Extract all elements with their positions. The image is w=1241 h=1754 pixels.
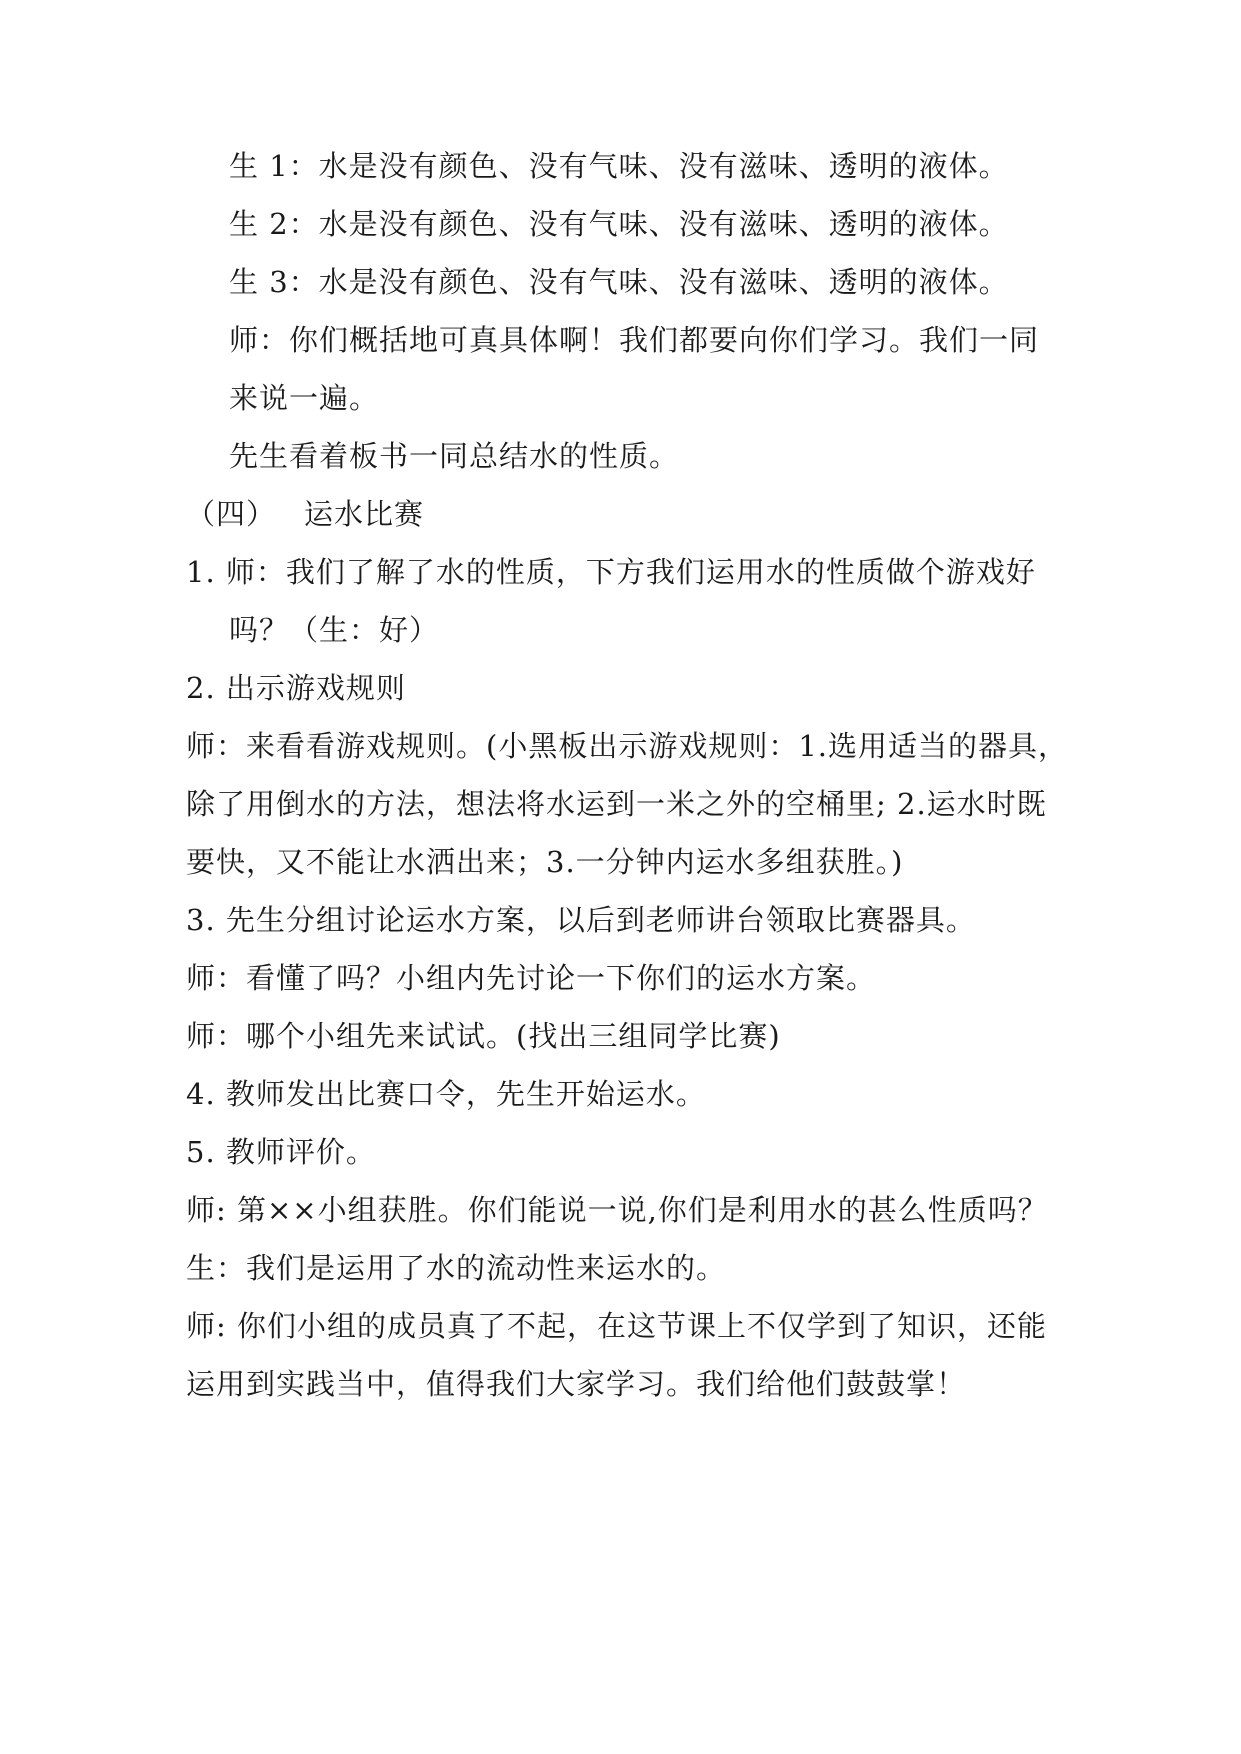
section-title: 运水比赛 <box>304 497 425 531</box>
section-heading <box>186 496 424 532</box>
teacher-evaluation: 师: 第××小组获胜。你们能说一说,你们是利用水的甚么性质吗？ <box>186 1193 1048 1227</box>
summary-line: 先生看着板书一同总结水的性质。 <box>229 439 680 473</box>
step-5: 5. 教师评价。 <box>186 1135 376 1169</box>
game-rules-line-3: 要快，又不能让水洒出来；3.一分钟内运水多组获胜。) <box>186 845 904 879</box>
teacher-remark: 师：你们概括地可真具体啊！我们都要向你们学习。我们一同 <box>229 323 1040 357</box>
game-rules-line-1: 师：来看看游戏规则。(小黑板出示游戏规则：1.选用适当的器具， <box>186 729 1068 763</box>
teacher-invite: 师：哪个小组先来试试。(找出三组同学比赛) <box>186 1019 781 1053</box>
step-3: 3. 先生分组讨论运水方案，以后到老师讲台领取比赛器具。 <box>186 903 976 937</box>
section-number: （四） <box>186 497 277 531</box>
student-response: 生：我们是运用了水的流动性来运水的。 <box>186 1251 727 1285</box>
student-1-answer: 生 1：水是没有颜色、没有气味、没有滋味、透明的液体。 <box>229 149 1009 183</box>
teacher-praise-continued: 运用到实践当中，值得我们大家学习。我们给他们鼓鼓掌！ <box>186 1367 967 1401</box>
student-3-answer: 生 3：水是没有颜色、没有气味、没有滋味、透明的液体。 <box>229 265 1009 299</box>
teacher-praise: 师: 你们小组的成员真了不起，在这节课上不仅学到了知识，还能 <box>186 1309 1047 1343</box>
teacher-question: 师：看懂了吗？小组内先讨论一下你们的运水方案。 <box>186 961 877 995</box>
teacher-remark-continued: 来说一遍。 <box>229 381 380 415</box>
game-rules-line-2: 除了用倒水的方法，想法将水运到一米之外的空桶里; 2.运水时既 <box>186 787 1047 821</box>
step-1: 1. 师：我们了解了水的性质，下方我们运用水的性质做个游戏好 <box>186 555 1036 589</box>
student-2-answer: 生 2：水是没有颜色、没有气味、没有滋味、透明的液体。 <box>229 207 1009 241</box>
step-2: 2. 出示游戏规则 <box>186 671 406 705</box>
step-4: 4. 教师发出比赛口令，先生开始运水。 <box>186 1077 706 1111</box>
step-1-continued: 吗？（生：好） <box>229 613 440 647</box>
